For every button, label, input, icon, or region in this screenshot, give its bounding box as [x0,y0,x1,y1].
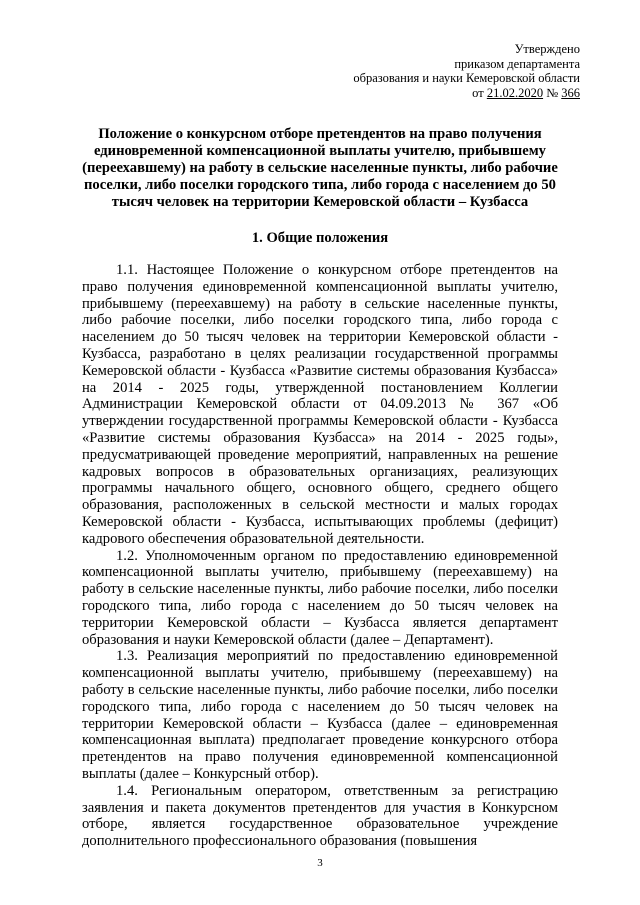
approval-date: 21.02.2020 [486,85,544,100]
approval-date-line [353,86,580,101]
document-title: Положение о конкурсном отборе претендентов на право получения единовременной компенсационной выплаты учителю, прибывшему (переехавшему) на работу в сельские населенные пункты, либо рабочие поселки, либо поселки городского типа, либо города с населением до 50 тысяч человек на территории Кемеровской области – Кузбасса [82,126,558,210]
paragraph-1-2: 1.2. Уполномоченным органом по предоставлению единовременной компенсационной выплаты учителю, прибывшему (переехавшему) на работу в сельские населенные пункты, либо рабочие поселки, либо поселки городского типа, либо города с населением до 50 тысяч человек на территории Кемеровской области – Кузбасса является департамент образования и науки Кемеровской области (далее – Департамент). [82,547,558,648]
approval-from: от [472,85,487,100]
approval-line-3: образования и науки Кемеровской области [353,71,580,85]
approval-number: 366 [561,85,580,100]
paragraph-1-3: 1.3. Реализация мероприятий по предоставлению единовременной компенсационной выплаты учителю, прибывшему (переехавшему) на работу в сельские населенные пункты, либо рабочие поселки, либо поселки городского типа, либо города с населением до 50 тысяч человек на территории Кемеровской области – Кузбасса (далее – единовременная компенсационная выплата) предполагает проведение конкурсного отбора претендентов на право получения единовременной компенсационной выплаты (далее – Конкурсный отбор). [82,648,558,782]
approval-line-2: приказом департамента [454,56,580,71]
approval-number-sign: № [543,85,562,100]
page-number: 3 [317,857,323,869]
approval-line-1: Утверждено [514,42,580,56]
document-body [82,262,558,850]
section-heading: 1. Общие положения [251,230,389,246]
paragraph-1-1: 1.1. Настоящее Положение о конкурсном отборе претендентов на право получения единовременной компенсационной выплаты учителю, прибывшему (переехавшему) на работу в сельские населенные пункты, либо рабочие поселки, либо поселки городского типа, либо города с населением до 50 тысяч человек на территории Кемеровской области - Кузбасса, разработано в целях реализации государственной программы Кемеровской области - Кузбасса «Развитие системы образования Кузбасса» на 2014 - 2025 годы, утвержденной постановлением Коллегии Администрации Кемеровской области от 04.09.2013 № 367 «Об утверждении государственной программы Кемеровской области - Кузбасса «Развитие системы образования Кузбасса» на 2014 - 2025 годы», предусматривающей проведение мероприятий, направленных на решение кадровых вопросов в образовательных организациях, реализующих программы начального общего, основного общего, среднего общего образования, расположенных в сельской местности и малых городах Кемеровской области - Кузбасса, испытывающих проблемы (дефицит) кадрового обеспечения образовательной деятельности. [82,262,558,547]
approval-stamp [353,42,580,100]
paragraph-1-4: 1.4. Региональным оператором, ответственным за регистрацию заявления и пакета документов претендентов для участия в Конкурсном отборе, является государственное образовательное учреждение дополнительного профессионального образования (повышения [82,782,558,850]
